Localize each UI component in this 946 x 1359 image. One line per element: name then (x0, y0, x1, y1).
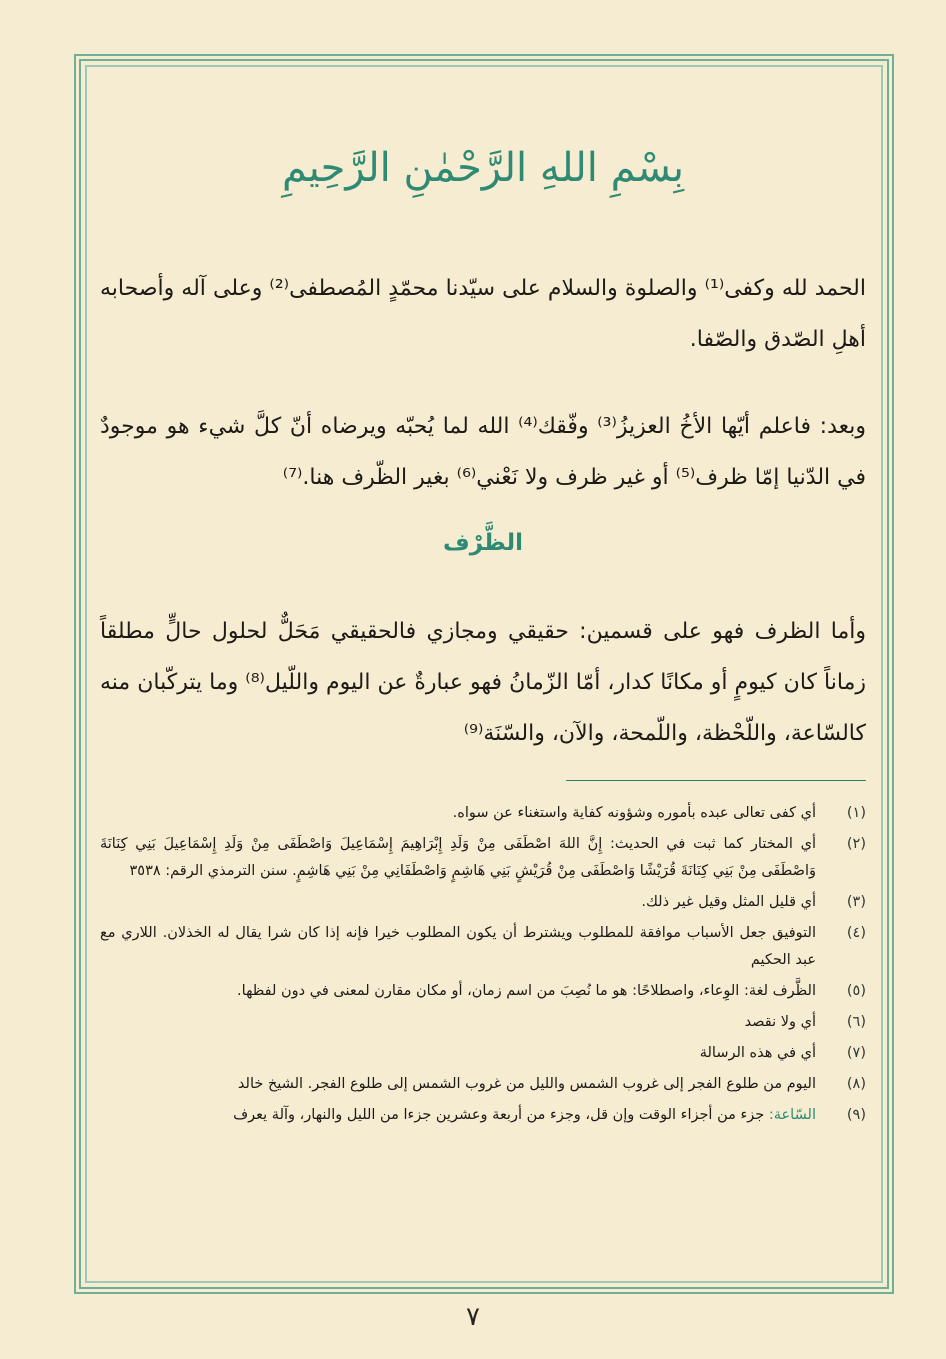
footnote-separator (566, 780, 866, 781)
intro-paragraph-1: الحمد لله وكفى⁽¹⁾ والصلوة والسلام على سيّدنا محمّدٍ المُصطفى⁽²⁾ وعلى آله وأصحابه أهلِ الصّدق والصّفا. (100, 276, 866, 352)
footnote (100, 1009, 866, 1036)
footnote-number: (٧) (846, 1045, 866, 1061)
footnote-text: أي ولا نقصد (744, 1014, 816, 1030)
footnote-body: جزء من أجزاء الوقت وإن قل، وجزء من أربعة وعشرين جزءا من الليل والنهار، وآلة يعرف (233, 1107, 765, 1123)
footnote-number: (٤) (846, 925, 866, 941)
intro-paragraph-2: وبعد: فاعلم أيّها الأخُ العزيزُ⁽³⁾ وفّقك⁽⁴⁾ الله لما يُحبّه ويرضاه أنّ كلَّ شيء هو موجودٌ في الدّنيا إمّا ظرف⁽⁵⁾ أو غير ظرف ولا نَعْني⁽⁶⁾ بغير الظّرف هنا.⁽⁷⁾ (100, 414, 866, 490)
footnote-number: (٨) (846, 1076, 866, 1092)
footnote (100, 1102, 866, 1129)
footnote (100, 978, 866, 1005)
footnote-text: اليوم من طلوع الفجر إلى غروب الشمس والليل من غروب الشمس إلى طلوع الفجر. الشيخ خالد (237, 1076, 816, 1092)
footnote-text (100, 1102, 816, 1129)
footnote-text: أي قليل المثل وقيل غير ذلك. (641, 894, 816, 910)
basmala-heading: بِسْمِ اللهِ الرَّحْمٰنِ الرَّحِيمِ (281, 145, 685, 191)
footnote (100, 889, 866, 916)
section-paragraph: وأما الظرف فهو على قسمين: حقيقي ومجازي فالحقيقي مَحَلٌّ لحلول حالٍّ مطلقاً زماناً كان كيومٍ أو مكانًا كدار، أمّا الزّمانُ فهو عبارةٌ عن اليوم واللّيل⁽⁸⁾ وما يتركّبان منه كالسّاعة، واللّحْظة، واللّمحة، والآن، والسّنَة⁽⁹⁾ (100, 619, 866, 746)
page-content (100, 60, 866, 1290)
footnotes-list (100, 800, 866, 1133)
footnote-text: أي المختار كما ثبت في الحديث: إِنَّ اللهَ اصْطَفَى مِنْ وَلَدِ إِبْرَاهِيمَ إِسْمَاعِيلَ وَاصْطَفَى مِنْ وَلَدِ إِسْمَاعِيلَ بَنِي كِنَانَةَ وَاصْطَفَى مِنْ بَنِي كِنَانَةَ قُرَيْشًا وَاصْطَفَى مِنْ قُرَيْشٍ بَنِي هَاشِمٍ وَاصْطَفَانِي مِنْ بَنِي هَاشِمٍ. سنن الترمذي الرقم: ٣٥٣٨ (100, 836, 816, 879)
page-number: ٧ (466, 1302, 480, 1332)
footnote-text: أي كفى تعالى عبده بأموره وشؤونه كفاية واستغناء عن سواه. (452, 805, 816, 821)
footnote-text: التوفيق جعل الأسباب موافقة للمطلوب ويشترط أن يكون المطلوب خيرا فإنه إذا كان شرا يقال له الخذلان. اللاري مع عبد الحكيم (100, 925, 816, 968)
footnote-term: السّاعة: (768, 1107, 816, 1123)
footnote (100, 1071, 866, 1098)
footnote-text: أي في هذه الرسالة (699, 1045, 816, 1061)
footnote (100, 1040, 866, 1067)
section-title: الظَّرْف (443, 530, 523, 556)
footnote (100, 831, 866, 885)
footnote-number: (٦) (846, 1014, 866, 1030)
footnote (100, 800, 866, 827)
footnote-number: (٥) (846, 983, 866, 999)
footnote-number: (٣) (846, 894, 866, 910)
footnote-number: (٢) (846, 836, 866, 852)
footnote-number: (١) (846, 805, 866, 821)
footnote-text: الظَّرف لغة: الوِعاء، واصطلاحًا: هو ما نُصِبَ من اسم زمان، أو مكان مقارن لمعنى في دون لفظها. (237, 983, 816, 999)
footnote (100, 920, 866, 974)
footnote-number: (٩) (846, 1107, 866, 1123)
